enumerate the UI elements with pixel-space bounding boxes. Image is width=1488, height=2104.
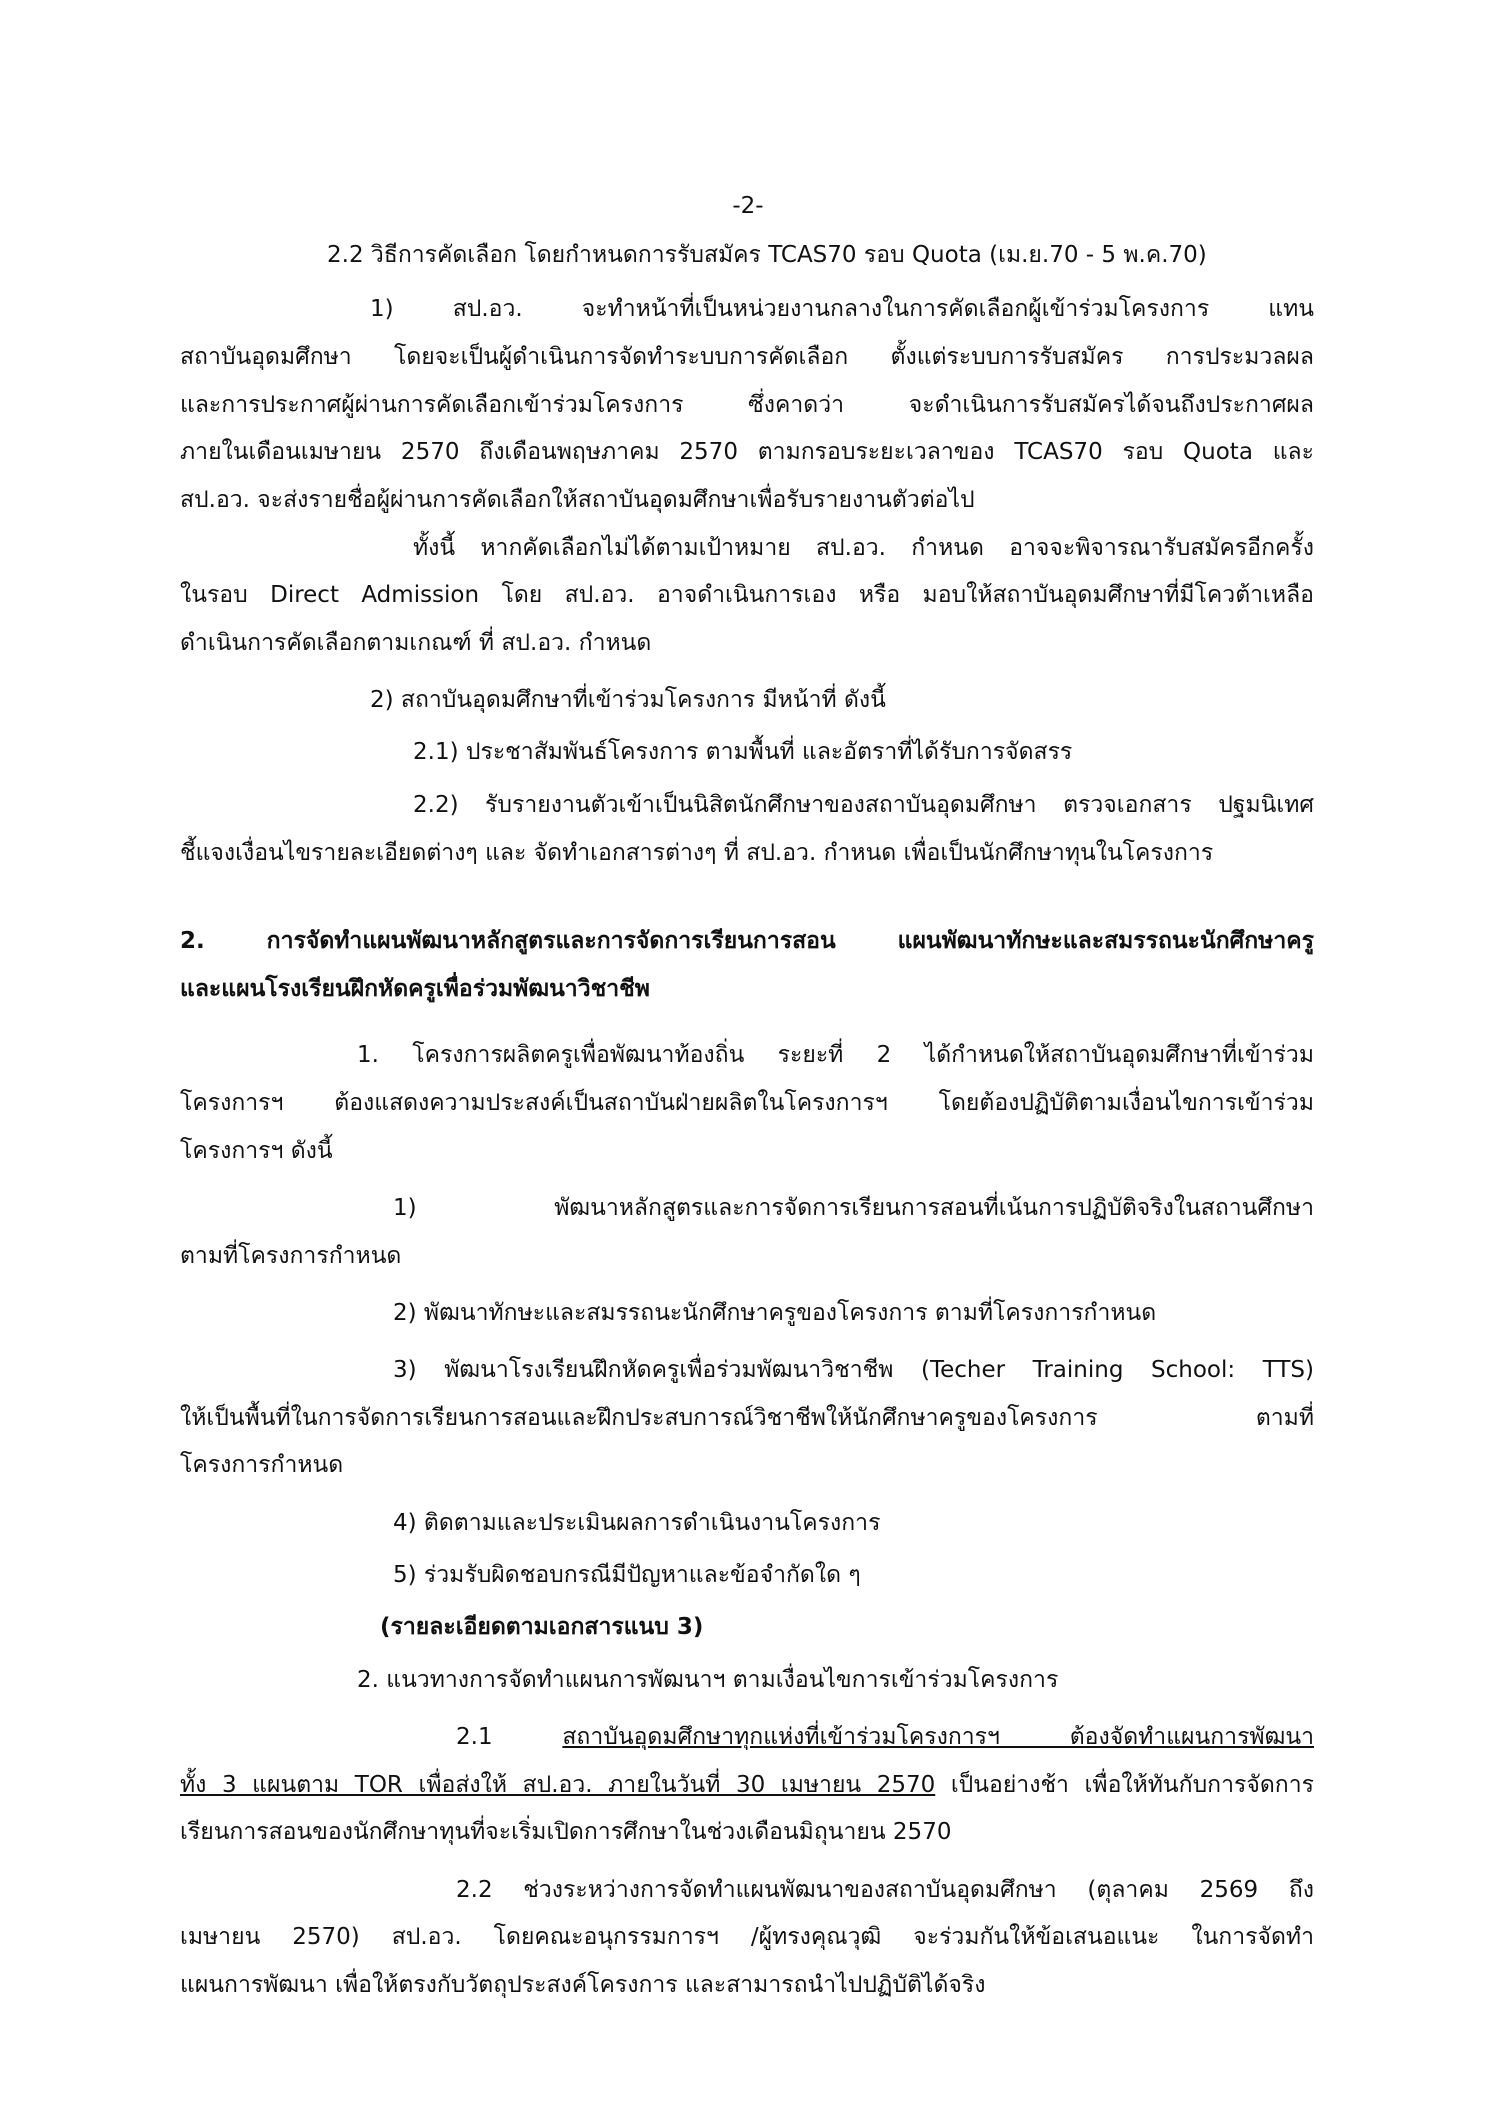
paragraph-line: ทั้งนี้ หากคัดเลือกไม่ได้ตามเป้าหมาย สป.อว. กำหนด อาจจะพิจารณารับสมัครอีกครั้ง (413, 535, 1314, 561)
paragraph-line: ในรอบ Direct Admission โดย สป.อว. อาจดำเนินการเอง หรือ มอบให้สถาบันอุดมศึกษาที่มีโควต้าเหลือ (180, 582, 1314, 608)
list-item: 1) พัฒนาหลักสูตรและการจัดการเรียนการสอนที่เน้นการปฏิบัติจริงในสถานศึกษา (393, 1195, 1314, 1221)
paragraph-line: 1. โครงการผลิตครูเพื่อพัฒนาท้องถิ่น ระยะที่ 2 ได้กำหนดให้สถาบันอุดมศึกษาที่เข้าร่วม (357, 1042, 1314, 1068)
list-item: ให้เป็นพื้นที่ในการจัดการเรียนการสอนและฝึกประสบการณ์วิชาชีพให้นักศึกษาครูของโครงการ ตามที่ (180, 1405, 1314, 1431)
paragraph-line: โครงการฯ ต้องแสดงความประสงค์เป็นสถาบันฝ่ายผลิตในโครงการฯ โดยต้องปฏิบัติตามเงื่อนไขการเข้าร่วม (180, 1090, 1314, 1116)
underlined-text: สถาบันอุดมศึกษาทุกแห่งที่เข้าร่วมโครงการฯ ต้องจัดทำแผนการพัฒนา (562, 1724, 1314, 1750)
paragraph-line: 2. แนวทางการจัดทำแผนการพัฒนาฯ ตามเงื่อนไขการเข้าร่วมโครงการ (357, 1667, 1059, 1693)
item-number: 2.1 (456, 1724, 563, 1750)
paragraph-text: เป็นอย่างช้า เพื่อให้ทันกับการจัดการ (935, 1772, 1314, 1798)
section-2-2-heading: 2.2 วิธีการคัดเลือก โดยกำหนดการรับสมัคร TCAS70 รอบ Quota (เม.ย.70 - 5 พ.ค.70) (327, 242, 1207, 268)
underlined-text: ทั้ง 3 แผนตาม TOR เพื่อส่งให้ สป.อว. ภายในวันที่ 30 เมษายน 2570 (180, 1772, 936, 1798)
paragraph-line: เรียนการสอนของนักศึกษาทุนที่จะเริ่มเปิดการศึกษาในช่วงเดือนมิถุนายน 2570 (180, 1819, 952, 1845)
paragraph-line: เมษายน 2570) สป.อว. โดยคณะอนุกรรมการฯ /ผู้ทรงคุณวุฒิ จะร่วมกันให้ข้อเสนอแนะ ในการจัดทำ (180, 1924, 1314, 1950)
section-2-heading: 2. การจัดทำแผนพัฒนาหลักสูตรและการจัดการเรียนการสอน แผนพัฒนาทักษะและสมรรถนะนักศึกษาครู (180, 928, 1314, 954)
paragraph-line: และการประกาศผู้ผ่านการคัดเลือกเข้าร่วมโครงการ ซึ่งคาดว่า จะดำเนินการรับสมัครได้จนถึงประกาศผล (180, 392, 1314, 418)
list-item: 4) ติดตามและประเมินผลการดำเนินงานโครงการ (393, 1510, 881, 1536)
paragraph-line: ภายในเดือนเมษายน 2570 ถึงเดือนพฤษภาคม 2570 ตามกรอบระยะเวลาของ TCAS70 รอบ Quota และ (180, 439, 1314, 465)
paragraph-line: ดำเนินการคัดเลือกตามเกณฑ์ ที่ สป.อว. กำหนด (180, 630, 652, 656)
paragraph-line: 2.2 ช่วงระหว่างการจัดทำแผนพัฒนาของสถาบันอุดมศึกษา (ตุลาคม 2569 ถึง (456, 1877, 1314, 1903)
page-number: -2- (732, 193, 764, 219)
list-item: 2) สถาบันอุดมศึกษาที่เข้าร่วมโครงการ มีหน้าที่ ดังนี้ (370, 687, 886, 713)
paragraph-line: ชี้แจงเงื่อนไขรายละเอียดต่างๆ และ จัดทำเอกสารต่างๆ ที่ สป.อว. กำหนด เพื่อเป็นนักศึกษาทุนในโครงการ (180, 840, 1214, 866)
paragraph-line (456, 1714, 1314, 1762)
paragraph-line: 1) สป.อว. จะทำหน้าที่เป็นหน่วยงานกลางในการคัดเลือกผู้เข้าร่วมโครงการ แทน (370, 296, 1314, 322)
section-2-heading: และแผนโรงเรียนฝึกหัดครูเพื่อร่วมพัฒนาวิชาชีพ (180, 976, 650, 1002)
paragraph-line: สถาบันอุดมศึกษา โดยจะเป็นผู้ดำเนินการจัดทำระบบการคัดเลือก ตั้งแต่ระบบการรับสมัคร การประมวลผล (180, 344, 1314, 370)
attachment-note: (รายละเอียดตามเอกสารแนบ 3) (380, 1614, 704, 1640)
paragraph-line: สป.อว. จะส่งรายชื่อผู้ผ่านการคัดเลือกให้สถาบันอุดมศึกษาเพื่อรับรายงานตัวต่อไป (180, 487, 975, 513)
list-item: 2) พัฒนาทักษะและสมรรถนะนักศึกษาครูของโครงการ ตามที่โครงการกำหนด (393, 1300, 1157, 1326)
list-item: 2.1) ประชาสัมพันธ์โครงการ ตามพื้นที่ และอัตราที่ได้รับการจัดสรร (413, 739, 1073, 765)
paragraph-line (180, 1762, 1314, 1810)
list-item: ตามที่โครงการกำหนด (180, 1243, 402, 1269)
paragraph-line: โครงการฯ ดังนี้ (180, 1138, 333, 1164)
paragraph-line: แผนการพัฒนา เพื่อให้ตรงกับวัตถุประสงค์โครงการ และสามารถนำไปปฏิบัติได้จริง (180, 1972, 986, 1998)
list-item: 5) ร่วมรับผิดชอบกรณีมีปัญหาและข้อจำกัดใด ๆ (393, 1562, 861, 1588)
paragraph-line: 2.2) รับรายงานตัวเข้าเป็นนิสิตนักศึกษาของสถาบันอุดมศึกษา ตรวจเอกสาร ปฐมนิเทศ (413, 792, 1314, 818)
list-item: โครงการกำหนด (180, 1452, 344, 1478)
list-item: 3) พัฒนาโรงเรียนฝึกหัดครูเพื่อร่วมพัฒนาวิชาชีพ (Techer Training School: TTS) (393, 1357, 1314, 1383)
